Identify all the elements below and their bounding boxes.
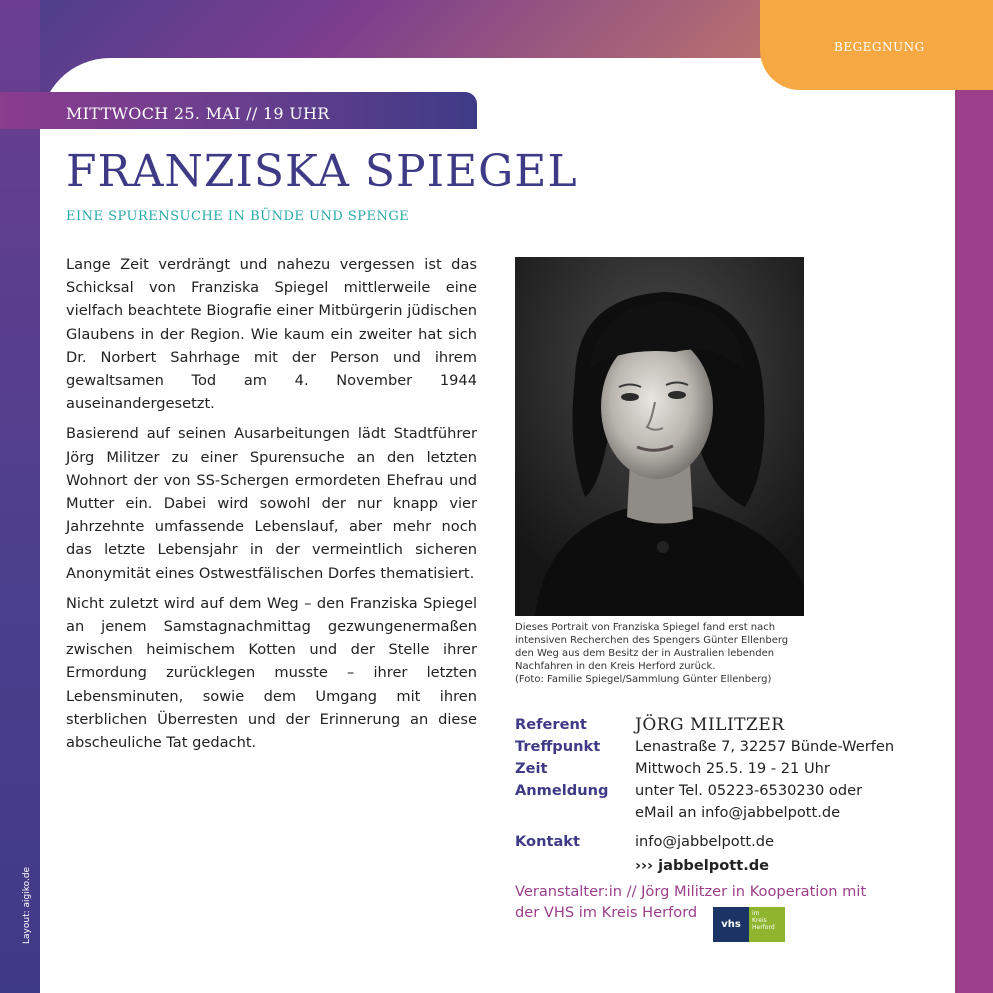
photo-caption xyxy=(515,621,815,686)
organizer-line-1: Veranstalter:in // Jörg Militzer in Kooperation mit xyxy=(515,883,867,900)
left-margin-stripe xyxy=(0,0,40,993)
right-margin-stripe xyxy=(955,0,993,993)
info-row-anmeldung xyxy=(515,780,935,824)
vhs-logo-line: Herford xyxy=(752,924,775,931)
portrait-image xyxy=(515,257,804,616)
page-title: FRANZISKA SPIEGEL xyxy=(66,146,578,197)
vhs-logo-left: vhs xyxy=(713,907,749,942)
caption-line: den Weg aus dem Besitz der in Australien lebenden xyxy=(515,648,775,659)
treffpunkt-label: Treffpunkt xyxy=(515,738,601,755)
info-row-kontakt xyxy=(515,831,935,853)
page-subtitle: EINE SPURENSUCHE IN BÜNDE UND SPENGE xyxy=(66,209,410,224)
layout-credit: Layout: aigiko.de xyxy=(22,866,32,944)
zeit-label: Zeit xyxy=(515,760,548,777)
organizer-line-2: der VHS im Kreis Herford xyxy=(515,904,698,921)
anmeldung-email-line[interactable]: eMail an info@jabbelpott.de xyxy=(635,804,841,821)
vhs-logo-line: Kreis xyxy=(752,917,767,924)
treffpunkt-value: Lenastraße 7, 32257 Bünde-Werfen xyxy=(635,738,895,755)
kontakt-email-link[interactable]: info@jabbelpott.de xyxy=(635,833,775,850)
referent-label: Referent xyxy=(515,716,587,733)
vhs-logo-line: im xyxy=(752,910,760,917)
event-date-time: MITTWOCH 25. MAI // 19 UHR xyxy=(66,104,330,123)
paragraph-3: Nicht zuletzt wird auf dem Weg – den Franziska Spiegel an jenem Samstagnachmittag gezwungenermaßen zwischen heimischem Kotten und der Stelle ihrer Ermordung zurücklegen musste – ihrer letzten Lebensminuten, sowie dem Umgang mit ihren sterblichen Überresten und der Erinnerung an diese abscheuliche Tat gedacht. xyxy=(66,594,477,752)
anmeldung-label: Anmeldung xyxy=(515,782,609,799)
category-label: BEGEGNUNG xyxy=(834,40,925,54)
referent-value: JÖRG MILITZER xyxy=(635,715,785,735)
caption-line: Dieses Portrait von Franziska Spiegel fand erst nach xyxy=(515,622,776,633)
caption-line: intensiven Recherchen des Spengers Günter Ellenberg xyxy=(515,635,789,646)
paragraph-2: Basierend auf seinen Ausarbeitungen lädt Stadtführer Jörg Militzer zu einer Spurensuche an den letzten Wohnort der von SS-Schergen ermordeten Ehefrau und Mutter ein. Dabei wird sowohl der nur knapp vier Jahrzehnte umfassende Lebenslauf, aber mehr noch das letzte Lebensjahr in der vermeintlich sicheren Anonymität eines Ostwestfälischen Dorfes thematisiert. xyxy=(66,425,477,582)
caption-line: (Foto: Familie Spiegel/Sammlung Günter Ellenberg) xyxy=(515,674,772,685)
article-body xyxy=(66,253,477,761)
anmeldung-value xyxy=(635,780,935,824)
info-row-treffpunkt xyxy=(515,736,935,758)
anmeldung-line-1: unter Tel. 05223-6530230 oder xyxy=(635,782,863,799)
vhs-logo-right xyxy=(749,907,785,942)
empty-label xyxy=(515,855,635,877)
website-link[interactable]: ››› jabbelpott.de xyxy=(635,857,770,874)
zeit-value: Mittwoch 25.5. 19 - 21 Uhr xyxy=(635,760,830,777)
vhs-logo xyxy=(713,907,785,942)
portrait-photo xyxy=(515,257,804,616)
kontakt-label: Kontakt xyxy=(515,833,580,850)
info-row-website xyxy=(515,855,935,877)
info-row-zeit xyxy=(515,758,935,780)
caption-line: Nachfahren in den Kreis Herford zurück. xyxy=(515,661,716,672)
info-row-referent xyxy=(515,714,935,736)
event-info xyxy=(515,714,935,877)
paragraph-1: Lange Zeit verdrängt und nahezu vergessen ist das Schicksal von Franziska Spiegel mittlerweile eine vielfach beachtete Biografie einer Mitbürgerin jüdischen Glaubens in der Region. Wie kaum ein zweiter hat sich Dr. Norbert Sahrhage mit der Person und ihrem gewaltsamen Tod am 4. November 1944 auseinandergesetzt. xyxy=(66,256,477,413)
